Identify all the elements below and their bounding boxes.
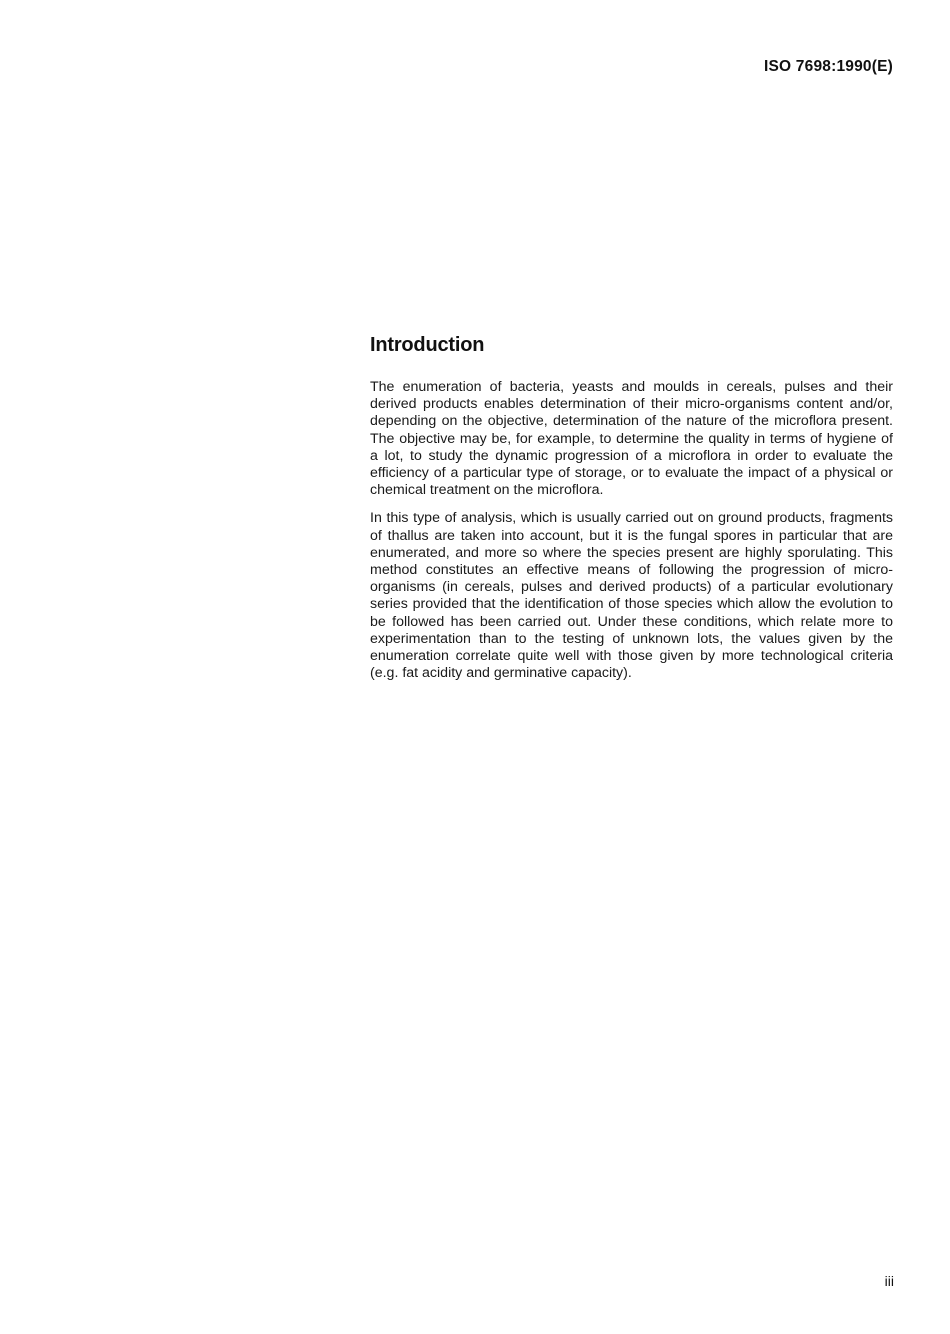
paragraph: In this type of analysis, which is usually carried out on ground products, fragments of thallus are taken into account, but it is the fungal spores in particular that are enumerated, and more so where the species present are highly sporulating. This method constitutes an effective means of following the progression of micro-organisms (in cereals, pulses and derived products) of a particular evolutionary series provided that the identification of those species which allow the evolution to be followed has been carried out. Under these conditions, which relate more to experimentation than to the testing of unknown lots, the values given by the enumeration correlate quite well with those given by more technological criteria (e.g. fat acidity and germinative capacity). <box>370 510 893 682</box>
paragraph: The enumeration of bacteria, yeasts and moulds in cereals, pulses and their derived products enables determination of their micro-organisms content and/or, depending on the objective, determination of the nature of the microflora present. The objective may be, for example, to determine the quality in terms of hygiene of a lot, to study the dynamic progression of a microflora in order to evaluate the efficiency of a particular type of storage, or to evaluate the impact of a physical or chemical treatment on the microflora. <box>370 379 893 499</box>
document-reference: ISO 7698:1990(E) <box>764 58 893 75</box>
page-number: iii <box>884 1273 894 1289</box>
section-title: Introduction <box>370 334 485 356</box>
main-content <box>370 334 893 693</box>
